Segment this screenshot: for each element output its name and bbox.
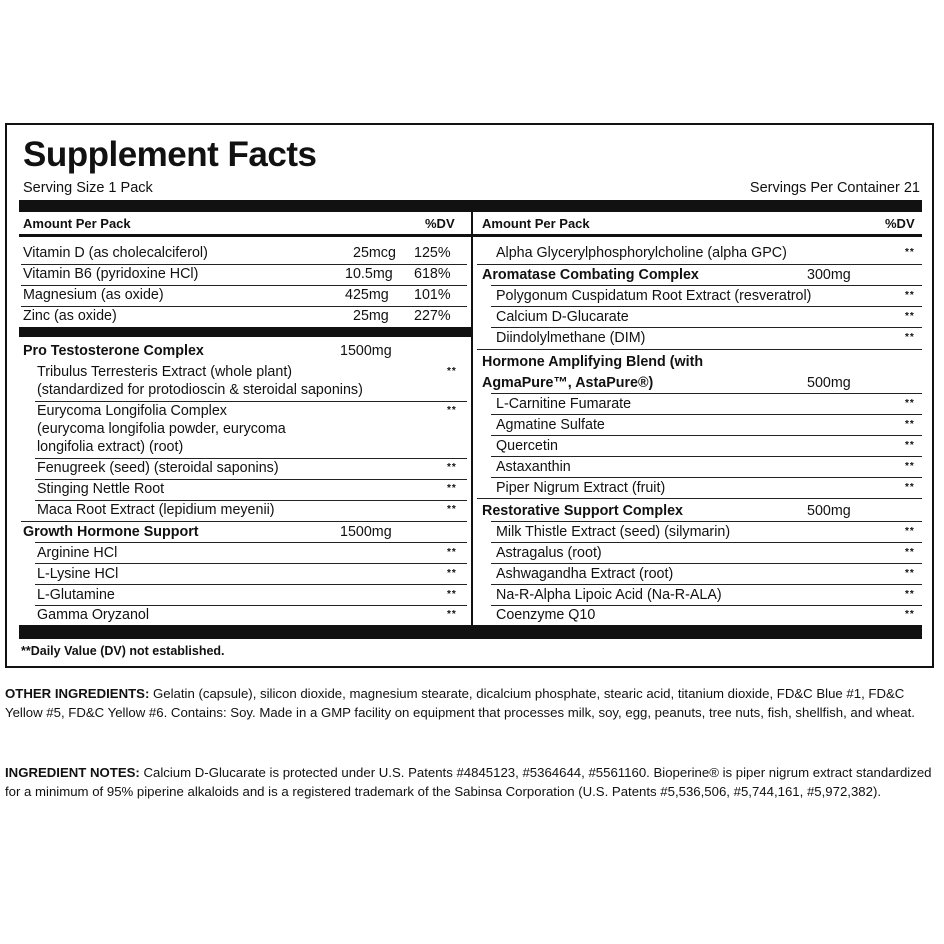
ingredient-line: Astragalus (root)	[496, 545, 602, 561]
dv-asterisks: **	[905, 482, 915, 493]
left-header-amount: Amount Per Pack	[23, 216, 131, 231]
ingredient-line: Polygonum Cuspidatum Root Extract (resveratrol)	[496, 288, 812, 304]
nutrient-amount: 25mcg	[353, 245, 396, 261]
ingredient-line: Tribulus Terresteris Extract (whole plant)	[37, 364, 293, 380]
dv-asterisks: **	[905, 609, 915, 620]
ingredient-line: Agmatine Sulfate	[496, 417, 605, 433]
dv-asterisks: **	[905, 290, 915, 301]
row-divider	[491, 477, 922, 478]
ingredient-line: Milk Thistle Extract (seed) (silymarin)	[496, 524, 731, 540]
serving-size: Serving Size 1 Pack	[23, 180, 153, 196]
dv-asterisks: **	[447, 366, 457, 377]
row-divider	[491, 456, 922, 457]
ingredient-line: Ashwagandha Extract (root)	[496, 566, 674, 582]
right-header-dv: %DV	[885, 216, 915, 231]
growth-hormone-title: Growth Hormone Support	[23, 524, 199, 540]
nutrient-dv: 101%	[414, 287, 451, 303]
other-ingredients-text: Gelatin (capsule), silicon dioxide, magnesium stearate, dicalcium phosphate, stearic acid, titanium dioxide, FD&C Blue #1, FD&C Yellow #5, FD&C Yellow #6. Contains: Soy. Made in a GMP facility on equipment that processes milk, soy, egg, peanuts, tree nuts, fish, shellfish, and wheat.	[5, 686, 915, 720]
row-divider	[477, 349, 922, 350]
dv-asterisks: **	[447, 568, 457, 579]
ingredient-line: Fenugreek (seed) (steroidal saponins)	[37, 460, 279, 476]
ingredient-line: L-Glutamine	[37, 587, 115, 603]
other-ingredients-label: OTHER INGREDIENTS:	[5, 686, 150, 701]
ingredient-line: Arginine HCl	[37, 545, 118, 561]
dv-asterisks: **	[905, 440, 915, 451]
ingredient-line: L-Lysine HCl	[37, 566, 119, 582]
nutrient-name: Vitamin D (as cholecalciferol)	[23, 245, 208, 261]
hormone-title-line2: AgmaPure™, AstaPure®)	[482, 375, 654, 391]
row-divider	[491, 521, 922, 522]
ingredient-line: Gamma Oryzanol	[37, 607, 150, 623]
row-divider	[35, 584, 467, 585]
dv-asterisks: **	[447, 405, 457, 416]
left-header-dv: %DV	[425, 216, 455, 231]
growth-hormone-amount: 1500mg	[340, 524, 392, 540]
nutrient-dv: 227%	[414, 308, 451, 324]
row-divider	[35, 542, 467, 543]
panel-title: Supplement Facts	[23, 135, 317, 174]
ingredient-line: Stinging Nettle Root	[37, 481, 165, 497]
nutrient-dv: 125%	[414, 245, 451, 261]
dv-asterisks: **	[905, 419, 915, 430]
row-divider	[491, 306, 922, 307]
row-divider	[491, 584, 922, 585]
dv-asterisks: **	[447, 547, 457, 558]
restorative-title: Restorative Support Complex	[482, 503, 683, 519]
pro-testosterone-title: Pro Testosterone Complex	[23, 343, 204, 359]
nutrient-name: Magnesium (as oxide)	[23, 287, 164, 303]
ingredient-line: Eurycoma Longifolia Complex	[37, 403, 227, 419]
column-divider	[471, 212, 473, 625]
right-header-rule	[473, 234, 922, 237]
row-divider	[491, 435, 922, 436]
row-divider	[477, 498, 922, 499]
ingredient-line: Na-R-Alpha Lipoic Acid (Na-R-ALA)	[496, 587, 722, 603]
row-divider	[491, 285, 922, 286]
dv-asterisks: **	[447, 462, 457, 473]
ingredient-notes-label: INGREDIENT NOTES:	[5, 765, 140, 780]
supplement-facts-panel	[5, 123, 934, 668]
ingredient-line: Calcium D-Glucarate	[496, 309, 629, 325]
pro-testosterone-amount: 1500mg	[340, 343, 392, 359]
nutrient-amount: 25mg	[353, 308, 389, 324]
dv-asterisks: **	[447, 483, 457, 494]
ingredient-notes-text: Calcium D-Glucarate is protected under U.S. Patents #4845123, #5364644, #5561160. Bioperine® is piper nigrum extract standardized for a minimum of 95% piperine alkaloids and is a registered trademark of the Sabinsa Corporation (U.S. Patents #5,536,506, #5,744,161, #5,972,382).	[5, 765, 932, 799]
servings-per-container: Servings Per Container 21	[749, 180, 920, 196]
ingredient-line: Diindolylmethane (DIM)	[496, 330, 646, 346]
nutrient-name: Vitamin B6 (pyridoxine HCl)	[23, 266, 199, 282]
ingredient-line: Coenzyme Q10	[496, 607, 596, 623]
restorative-amount: 500mg	[807, 503, 851, 519]
nutrient-amount: 425mg	[345, 287, 389, 303]
dv-asterisks: **	[905, 568, 915, 579]
row-divider	[491, 563, 922, 564]
row-divider	[491, 542, 922, 543]
hormone-amount: 500mg	[807, 375, 851, 391]
dv-footnote: **Daily Value (DV) not established.	[21, 644, 225, 658]
bottom-thick-rule	[19, 625, 922, 639]
nutrient-dv: 618%	[414, 266, 451, 282]
row-divider	[21, 521, 467, 522]
row-divider	[491, 327, 922, 328]
aromatase-amount: 300mg	[807, 267, 851, 283]
dv-asterisks: **	[905, 247, 915, 258]
dv-asterisks: **	[447, 504, 457, 515]
ingredient-line: (standardized for protodioscin & steroidal saponins)	[37, 382, 363, 398]
dv-asterisks: **	[905, 547, 915, 558]
nutrient-name: Zinc (as oxide)	[23, 308, 117, 324]
dv-asterisks: **	[905, 589, 915, 600]
ingredient-line: Maca Root Extract (lepidium meyenii)	[37, 502, 275, 518]
dv-asterisks: **	[905, 526, 915, 537]
aromatase-title: Aromatase Combating Complex	[482, 267, 699, 283]
row-divider	[477, 264, 922, 265]
dv-asterisks: **	[447, 589, 457, 600]
left-thick-rule	[19, 327, 471, 337]
ingredient-line: Alpha Glycerylphosphorylcholine (alpha GPC)	[496, 245, 787, 261]
dv-asterisks: **	[905, 311, 915, 322]
ingredient-line: longifolia extract) (root)	[37, 439, 184, 455]
row-divider	[491, 393, 922, 394]
dv-asterisks: **	[905, 461, 915, 472]
dv-asterisks: **	[447, 609, 457, 620]
right-header-amount: Amount Per Pack	[482, 216, 590, 231]
dv-asterisks: **	[905, 332, 915, 343]
row-divider	[35, 563, 467, 564]
ingredient-line: (eurycoma longifolia powder, eurycoma	[37, 421, 286, 437]
ingredient-line: Piper Nigrum Extract (fruit)	[496, 480, 666, 496]
top-thick-rule	[19, 200, 922, 212]
ingredient-line: Astaxanthin	[496, 459, 571, 475]
hormone-title-line1: Hormone Amplifying Blend (with	[482, 354, 704, 370]
left-header-rule	[19, 234, 471, 237]
nutrient-amount: 10.5mg	[345, 266, 393, 282]
other-ingredients	[5, 684, 935, 722]
row-divider	[491, 414, 922, 415]
ingredient-line: Quercetin	[496, 438, 558, 454]
dv-asterisks: **	[905, 398, 915, 409]
ingredient-notes	[5, 763, 935, 801]
ingredient-line: L-Carnitine Fumarate	[496, 396, 632, 412]
